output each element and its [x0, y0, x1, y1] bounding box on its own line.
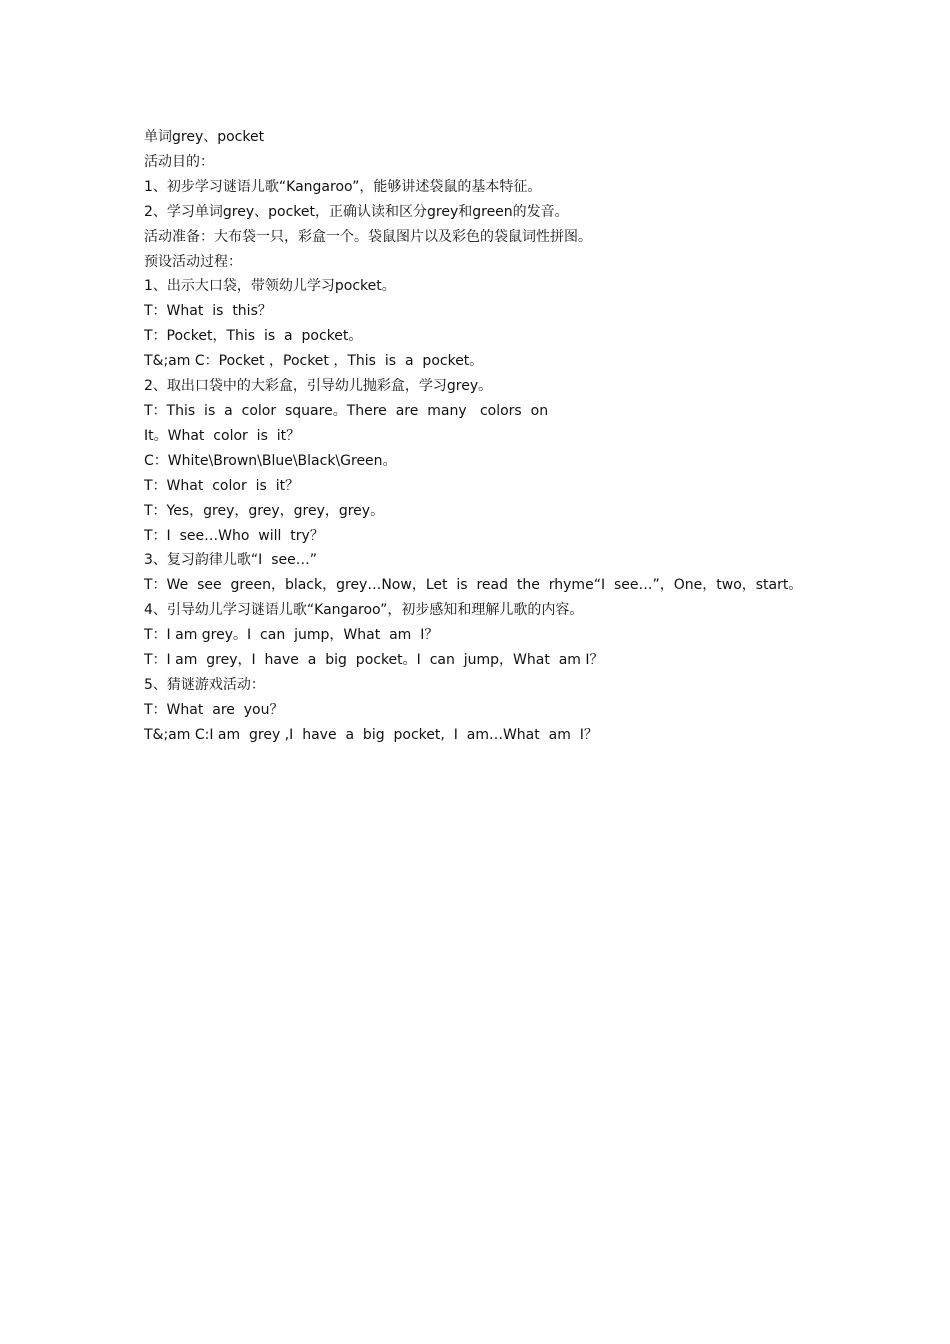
text-line: 预设活动过程：: [144, 253, 242, 270]
text-line: T：Pocket，This is a pocket。: [144, 328, 363, 345]
text-line: 活动准备：大布袋一只，彩盒一个。袋鼠图片以及彩色的袋鼠词性拼图。: [144, 228, 592, 245]
text-line: 活动目的：: [144, 153, 214, 170]
text-line: C：White\Brown\Blue\Black\Green。: [144, 452, 397, 469]
text-line: 1、初步学习谜语儿歌“Kangaroo”，能够讲述袋鼠的基本特征。: [144, 178, 542, 195]
text-line: T：Yes，grey，grey，grey，grey。: [144, 502, 385, 519]
document-body: [144, 125, 844, 748]
text-line: 单词grey、pocket: [144, 129, 265, 145]
text-line: T&;am C：Pocket ，Pocket ，This is a pocket。: [144, 353, 484, 370]
text-line: T：What are you？: [144, 701, 284, 718]
text-line: 2、取出口袋中的大彩盒，引导幼儿抛彩盒，学习grey。: [144, 378, 493, 395]
text-line: T：This is a color square。There are many colors on: [144, 402, 549, 419]
text-line: T：What color is it？: [144, 477, 300, 494]
text-line: T：I am grey，I have a big pocket。I can jump，What am I？: [144, 652, 604, 669]
text-line: It。What color is it？: [144, 427, 301, 444]
text-line: 4、引导幼儿学习谜语儿歌“Kangaroo”，初步感知和理解儿歌的内容。: [144, 602, 584, 619]
text-line: 2、学习单词grey、pocket，正确认读和区分grey和green的发音。: [144, 203, 569, 220]
text-line: T：We see green，black，grey…Now，Let is read the rhyme“I see…”，One，two，start。: [144, 577, 803, 594]
text-line: T：I am grey。I can jump，What am I？: [144, 627, 439, 644]
text-line: 3、复习韵律儿歌“I see…”: [144, 552, 317, 569]
text-line: T：What is this？: [144, 303, 272, 320]
text-line: 1、出示大口袋，带领幼儿学习pocket。: [144, 278, 396, 295]
text-line: T&;am C:I am grey ,I have a big pocket, I am…What am I？: [144, 726, 598, 743]
text-line: 5、猜谜游戏活动：: [144, 676, 265, 693]
text-line: T：I see…Who will try？: [144, 527, 324, 544]
